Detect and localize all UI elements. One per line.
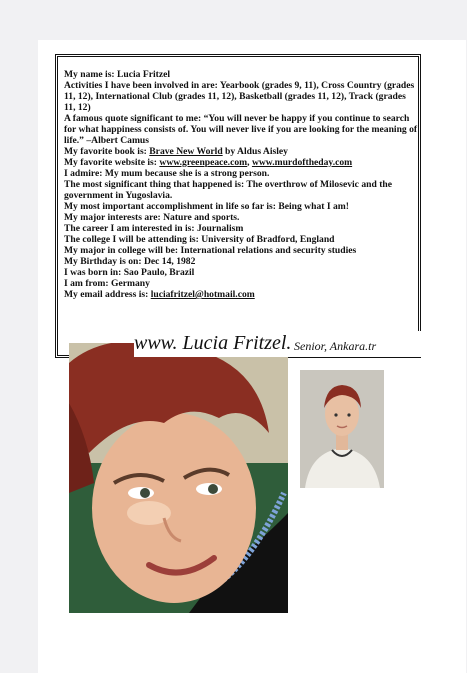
- portrait-photo-small: [300, 370, 384, 488]
- name-line: My name is: Lucia Fritzel: [64, 69, 171, 80]
- birthday-line: My Birthday is on: Dec 14, 1982: [64, 256, 196, 267]
- admire-line: I admire: My mum because she is a strong person.: [64, 168, 270, 179]
- website-link-1[interactable]: www.greenpeace.com: [159, 157, 248, 168]
- book-author: by Aldus Aisley: [222, 146, 288, 157]
- portrait-photo-large: [69, 343, 288, 613]
- email-line: [64, 289, 418, 300]
- from-line: I am from: Germany: [64, 278, 150, 289]
- email-label: My email address is:: [64, 289, 151, 300]
- banner-sub: Senior, Ankara.tr: [294, 339, 377, 353]
- website-label: My favorite website is:: [64, 157, 160, 168]
- banner-main: www. Lucia Fritzel.: [134, 332, 292, 354]
- event-line: The most significant thing that happened is: The overthrow of Milosevic and the government in Yugoslavia.: [64, 179, 392, 201]
- website-separator: ,: [247, 157, 252, 168]
- career-line: The career I am interested in is: Journalism: [64, 223, 244, 234]
- profile-text: [64, 69, 418, 300]
- college-line: The college I will be attending is: University of Bradford, England: [64, 234, 335, 245]
- activities-line: Activities I have been involved in are: Yearbook (grades 9, 11), Cross Country (grades 11, 12), International Club (grades 11, 12), Basketball (grades 11, 12), Track (grades 11, 12): [64, 80, 415, 113]
- born-line: I was born in: Sao Paulo, Brazil: [64, 267, 195, 278]
- quote-line: A famous quote significant to me: “You will never be happy if you continue to search for what happiness consists of. You will never live if you are looking for the meaning of life.” –Albert Camus: [64, 113, 418, 146]
- website-line: [64, 157, 418, 168]
- book-title: Brave New World: [149, 146, 223, 157]
- major-line: My major in college will be: International relations and security studies: [64, 245, 357, 256]
- book-label: My favorite book is:: [64, 146, 150, 157]
- email-link[interactable]: luciafritzel@hotmail.com: [150, 289, 255, 300]
- accomplishment-line: My most important accomplishment in life so far is: Being what I am!: [64, 201, 349, 212]
- book-line: [64, 146, 418, 157]
- name-banner: [134, 331, 424, 357]
- interests-line: My major interests are: Nature and sports.: [64, 212, 240, 223]
- website-link-2[interactable]: www.murdoftheday.com: [251, 157, 353, 168]
